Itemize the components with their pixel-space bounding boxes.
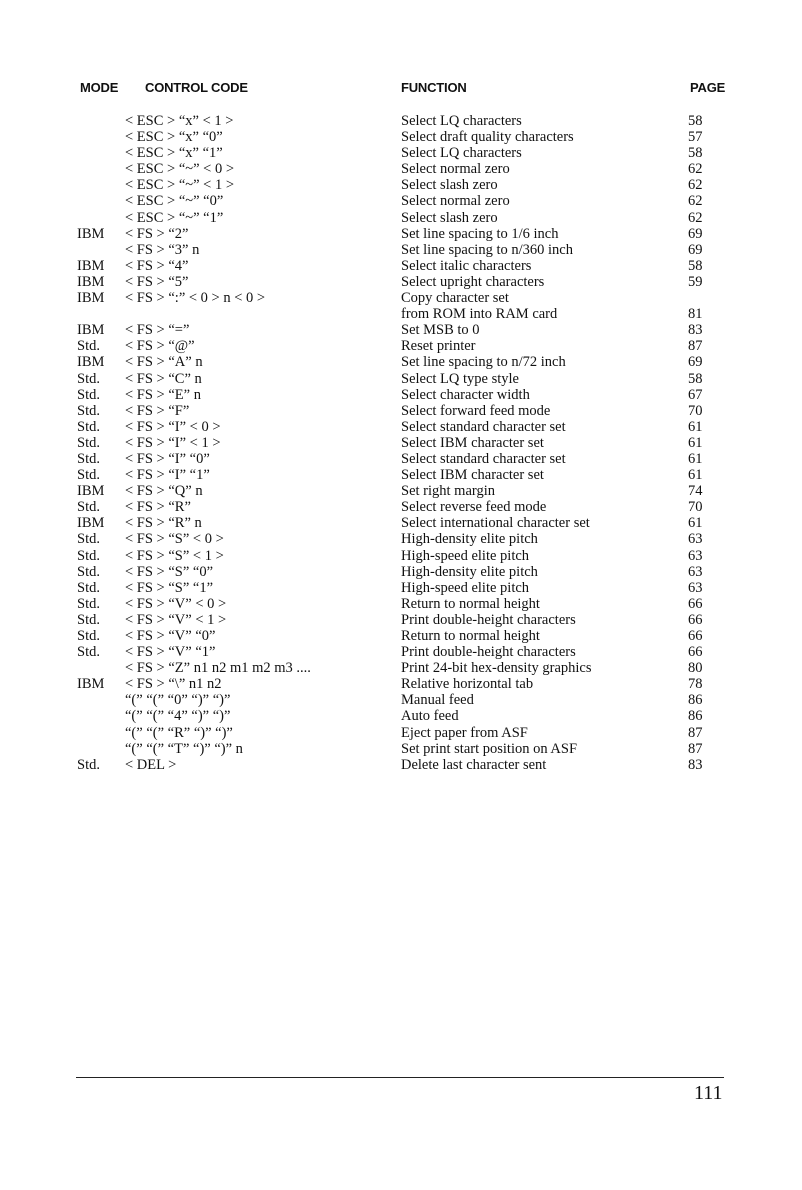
page-cell: 69	[688, 225, 703, 242]
function-cell	[401, 580, 529, 596]
function-text: Set line spacing to n/72 inch	[401, 354, 566, 371]
page-cell: 63	[688, 547, 703, 564]
function-text: Select normal zero	[401, 193, 510, 210]
mode-cell: Std.	[77, 644, 100, 661]
mode-cell: IBM	[77, 515, 105, 532]
control-code-cell: < FS > “3” n	[125, 241, 200, 258]
page-cell: 87	[688, 740, 703, 757]
page-cell: 61	[688, 515, 703, 532]
mode-cell: Std.	[77, 499, 100, 516]
function-cell	[401, 290, 557, 322]
control-code-cell: < FS > “I” < 0 >	[125, 418, 221, 435]
function-text: Select standard character set	[401, 450, 566, 467]
control-code-cell: < FS > “Z” n1 n2 m1 m2 m3 ....	[125, 660, 311, 677]
table-row	[0, 515, 802, 531]
page-cell: 62	[688, 161, 703, 178]
control-code-cell: < FS > “A” n	[125, 354, 203, 371]
function-text: Select upright characters	[401, 273, 545, 290]
function-text: Return to normal height	[401, 595, 540, 612]
mode-cell: Std.	[77, 386, 100, 403]
function-cell	[401, 548, 529, 564]
table-row	[0, 435, 802, 451]
table-row	[0, 113, 802, 129]
table-row	[0, 322, 802, 338]
function-cell	[401, 467, 544, 483]
page-cell: 86	[688, 692, 703, 709]
function-text: Select LQ characters	[401, 113, 522, 129]
table-row	[0, 242, 802, 258]
control-code-cell: < ESC > “x” < 1 >	[125, 113, 234, 129]
function-cell	[401, 371, 519, 387]
function-cell	[401, 757, 546, 773]
mode-cell: Std.	[77, 418, 100, 435]
table-row	[0, 177, 802, 193]
mode-cell: IBM	[77, 322, 105, 339]
control-code-cell: < FS > “S” “0”	[125, 563, 214, 580]
table-row	[0, 499, 802, 515]
control-code-cell: < FS > “I” “1”	[125, 467, 210, 484]
function-cell	[401, 676, 533, 692]
table-row	[0, 725, 802, 741]
mode-cell: Std.	[77, 563, 100, 580]
function-cell	[401, 274, 544, 290]
function-cell	[401, 258, 531, 274]
function-text: Manual feed	[401, 692, 474, 709]
table-row	[0, 258, 802, 274]
control-code-cell: < ESC > “x” “1”	[125, 145, 223, 162]
control-code-cell: < DEL >	[125, 756, 177, 773]
mode-cell: Std.	[77, 547, 100, 564]
function-cell	[401, 338, 476, 354]
function-text: Select IBM character set	[401, 434, 544, 451]
page-cell: 62	[688, 177, 703, 194]
function-cell	[401, 612, 576, 628]
command-table	[0, 113, 802, 773]
page-cell: 58	[688, 257, 703, 274]
function-text: Set right margin	[401, 483, 495, 500]
page-cell: 61	[688, 434, 703, 451]
mode-column-header: MODE	[80, 80, 119, 95]
mode-cell: IBM	[77, 257, 105, 274]
function-cell	[401, 419, 566, 435]
function-text: Print double-height characters	[401, 611, 576, 628]
page-cell: 66	[688, 644, 703, 661]
page-cell: 83	[688, 322, 703, 339]
page-cell: 66	[688, 595, 703, 612]
control-code-cell: < FS > “I” “0”	[125, 450, 210, 467]
function-text: Set MSB to 0	[401, 322, 480, 339]
table-row	[0, 741, 802, 757]
function-text: Set line spacing to n/360 inch	[401, 241, 573, 258]
function-cell	[401, 322, 480, 338]
control-code-cell: < ESC > “~” < 0 >	[125, 161, 235, 178]
page-cell: 67	[688, 386, 703, 403]
function-cell	[401, 564, 538, 580]
function-text: Select LQ type style	[401, 370, 519, 387]
control-code-cell: < FS > “R”	[125, 499, 191, 516]
control-code-cell: < ESC > “~” < 1 >	[125, 177, 235, 194]
table-row	[0, 483, 802, 499]
mode-cell: Std.	[77, 370, 100, 387]
table-row	[0, 467, 802, 483]
function-text: Set print start position on ASF	[401, 740, 578, 757]
function-cell	[401, 161, 510, 177]
function-text: Select IBM character set	[401, 467, 544, 484]
function-text: Select LQ characters	[401, 145, 522, 162]
control-code-cell: < FS > “V” “0”	[125, 628, 216, 644]
control-code-cell: < FS > “S” < 1 >	[125, 547, 224, 564]
function-cell	[401, 226, 558, 242]
table-row	[0, 644, 802, 660]
function-text: Select draft quality characters	[401, 129, 574, 146]
function-text: Eject paper from ASF	[401, 724, 528, 741]
function-text: Select reverse feed mode	[401, 499, 547, 516]
control-code-cell: < ESC > “~” “0”	[125, 193, 224, 210]
control-code-cell: < FS > “\” n1 n2	[125, 676, 222, 693]
mode-cell: IBM	[77, 225, 105, 242]
table-row	[0, 161, 802, 177]
table-row	[0, 580, 802, 596]
table-row	[0, 451, 802, 467]
control-code-cell: “(” “(” “T” “)” “)” n	[125, 740, 243, 757]
function-text: Print double-height characters	[401, 644, 576, 661]
page-number: 111	[694, 1082, 723, 1104]
mode-cell: IBM	[77, 290, 105, 307]
mode-cell: Std.	[77, 450, 100, 467]
function-cell	[401, 113, 522, 129]
control-code-cell: < FS > “I” < 1 >	[125, 434, 221, 451]
function-text: Select forward feed mode	[401, 402, 551, 419]
function-cell	[401, 435, 544, 451]
function-text: High-speed elite pitch	[401, 579, 530, 596]
table-row	[0, 708, 802, 724]
function-text: Relative horizontal tab	[401, 676, 534, 693]
control-code-cell: < FS > “4”	[125, 257, 189, 274]
mode-cell: IBM	[77, 354, 105, 371]
mode-cell: Std.	[77, 338, 100, 355]
function-cell	[401, 403, 550, 419]
table-row	[0, 596, 802, 612]
function-cell	[401, 145, 522, 161]
page-cell: 74	[688, 483, 703, 500]
page-cell: 70	[688, 499, 703, 516]
table-row	[0, 564, 802, 580]
function-cell	[401, 129, 574, 145]
page-cell: 59	[688, 273, 703, 290]
control-code-cell: < FS > “:” < 0 > n < 0 >	[125, 290, 266, 307]
function-text: Select slash zero	[401, 177, 498, 194]
table-row	[0, 757, 802, 773]
page-cell: 61	[688, 418, 703, 435]
function-text: Copy character set	[401, 290, 509, 307]
table-row	[0, 531, 802, 547]
footer-rule	[76, 1077, 724, 1078]
control-code-cell: < FS > “@”	[125, 338, 195, 355]
mode-cell: Std.	[77, 628, 100, 644]
control-code-cell: < FS > “V” < 1 >	[125, 611, 227, 628]
table-row	[0, 692, 802, 708]
control-code-cell: < FS > “E” n	[125, 386, 201, 403]
function-cell	[401, 628, 540, 644]
table-row	[0, 338, 802, 354]
function-cell	[401, 725, 528, 741]
mode-cell: Std.	[77, 531, 100, 548]
mode-cell: Std.	[77, 402, 100, 419]
control-code-cell: < FS > “V” < 0 >	[125, 595, 227, 612]
mode-cell: IBM	[77, 676, 105, 693]
mode-cell: IBM	[77, 273, 105, 290]
function-cell	[401, 451, 566, 467]
function-text: High-density elite pitch	[401, 563, 538, 580]
table-row	[0, 371, 802, 387]
function-text: Auto feed	[401, 708, 459, 725]
function-text: Return to normal height	[401, 628, 540, 644]
control-code-column-header: CONTROL CODE	[145, 80, 248, 95]
mode-cell: Std.	[77, 467, 100, 484]
page-cell: 61	[688, 467, 703, 484]
function-cell	[401, 483, 495, 499]
page-cell: 62	[688, 193, 703, 210]
function-text: Delete last character sent	[401, 756, 547, 773]
mode-cell: Std.	[77, 756, 100, 773]
function-cell	[401, 596, 540, 612]
mode-cell: Std.	[77, 611, 100, 628]
function-text-continued: from ROM into RAM card	[401, 306, 558, 323]
function-cell	[401, 692, 474, 708]
control-code-cell: < FS > “R” n	[125, 515, 202, 532]
table-row	[0, 419, 802, 435]
mode-cell: Std.	[77, 595, 100, 612]
control-code-cell: < FS > “Q” n	[125, 483, 203, 500]
table-row	[0, 290, 802, 322]
table-row	[0, 612, 802, 628]
function-cell	[401, 644, 576, 660]
function-cell	[401, 354, 566, 370]
function-cell	[401, 242, 573, 258]
control-code-cell: < FS > “S” < 0 >	[125, 531, 224, 548]
function-text: Select standard character set	[401, 418, 566, 435]
page-cell: 69	[688, 241, 703, 258]
page-cell: 63	[688, 563, 703, 580]
page-column-header: PAGE	[690, 80, 726, 95]
control-code-cell: “(” “(” “0” “)” “)”	[125, 692, 231, 709]
page-cell: 66	[688, 611, 703, 628]
page-cell: 78	[688, 676, 703, 693]
function-cell	[401, 741, 577, 757]
table-row	[0, 210, 802, 226]
table-row	[0, 660, 802, 676]
function-cell	[401, 387, 530, 403]
control-code-cell: “(” “(” “R” “)” “)”	[125, 724, 233, 741]
table-row	[0, 628, 802, 644]
page-cell: 87	[688, 724, 703, 741]
table-row	[0, 226, 802, 242]
function-text: Select character width	[401, 386, 530, 403]
page-cell: 69	[688, 354, 703, 371]
page-cell: 83	[688, 756, 703, 773]
page-cell: 80	[688, 660, 703, 677]
table-row	[0, 274, 802, 290]
function-text: Select normal zero	[401, 161, 510, 178]
table-row	[0, 193, 802, 209]
page-cell: 58	[688, 113, 703, 129]
function-text: Select international character set	[401, 515, 590, 532]
control-code-cell: < FS > “F”	[125, 402, 190, 419]
page-cell: 58	[688, 145, 703, 162]
function-cell	[401, 708, 459, 724]
control-code-cell: < FS > “C” n	[125, 370, 202, 387]
control-code-cell: < ESC > “~” “1”	[125, 209, 224, 226]
function-text: High-density elite pitch	[401, 531, 538, 548]
mode-cell: IBM	[77, 483, 105, 500]
function-cell	[401, 499, 546, 515]
page-cell: 61	[688, 450, 703, 467]
table-row	[0, 676, 802, 692]
page-cell: 86	[688, 708, 703, 725]
control-code-cell: < FS > “=”	[125, 322, 190, 339]
function-cell	[401, 660, 591, 676]
control-code-cell: < ESC > “x” “0”	[125, 129, 223, 146]
function-cell	[401, 210, 498, 226]
page-cell: 70	[688, 402, 703, 419]
function-text: High-speed elite pitch	[401, 547, 530, 564]
function-cell	[401, 177, 498, 193]
function-text: Set line spacing to 1/6 inch	[401, 225, 559, 242]
function-text: Select italic characters	[401, 257, 532, 274]
control-code-cell: “(” “(” “4” “)” “)”	[125, 708, 231, 725]
table-row	[0, 129, 802, 145]
function-cell	[401, 531, 538, 547]
mode-cell: Std.	[77, 579, 100, 596]
function-column-header: FUNCTION	[401, 80, 467, 95]
page-cell: 66	[688, 628, 703, 644]
table-row	[0, 354, 802, 370]
page-cell: 57	[688, 129, 703, 146]
control-code-cell: < FS > “5”	[125, 273, 189, 290]
page-cell: 62	[688, 209, 703, 226]
page-cell: 63	[688, 531, 703, 548]
page-cell: 63	[688, 579, 703, 596]
page-cell: 81	[688, 306, 703, 323]
control-code-cell: < FS > “S” “1”	[125, 579, 214, 596]
function-cell	[401, 515, 590, 531]
table-row	[0, 403, 802, 419]
table-row	[0, 145, 802, 161]
mode-cell: Std.	[77, 434, 100, 451]
control-code-cell: < FS > “2”	[125, 225, 189, 242]
page-cell: 87	[688, 338, 703, 355]
control-code-cell: < FS > “V” “1”	[125, 644, 216, 661]
page-cell: 58	[688, 370, 703, 387]
function-text: Print 24-bit hex-density graphics	[401, 660, 592, 677]
function-text: Select slash zero	[401, 209, 498, 226]
table-row	[0, 387, 802, 403]
table-row	[0, 548, 802, 564]
function-text: Reset printer	[401, 338, 476, 355]
function-cell	[401, 193, 510, 209]
